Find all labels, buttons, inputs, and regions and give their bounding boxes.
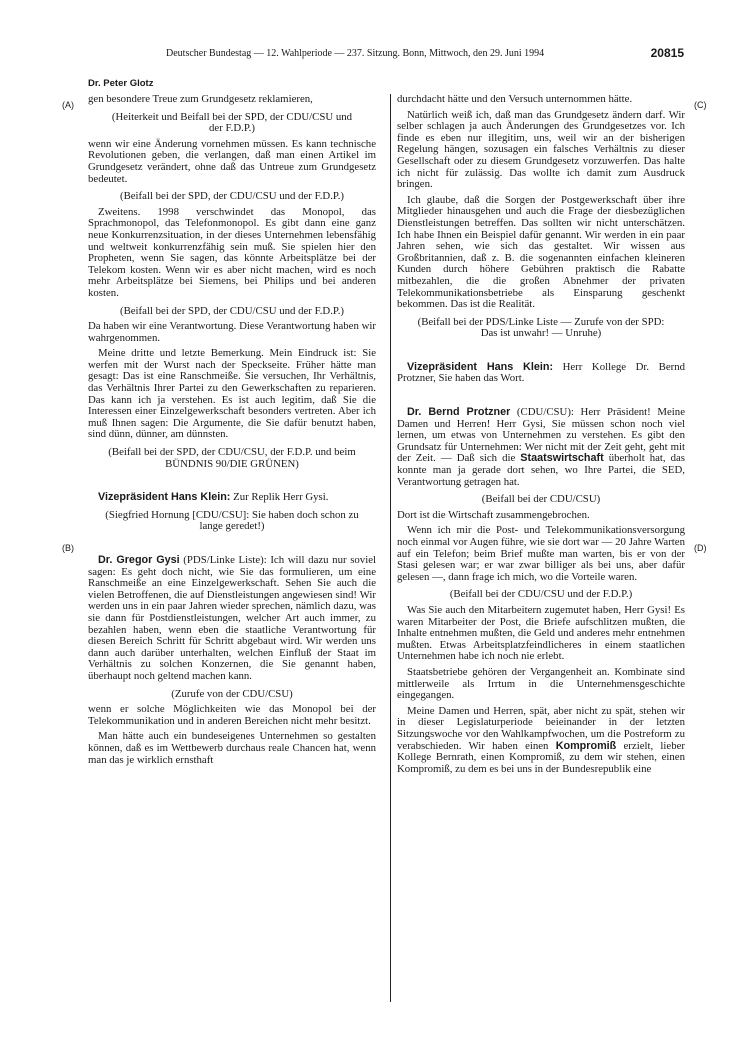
margin-marker-a: (A) [62,100,74,110]
margin-marker-c: (C) [694,100,707,110]
left-column [88,94,376,766]
page-number: 20815 [650,46,684,60]
interjection: (Heiterkeit und Beifall bei der SPD, der CDU/CSU und der F.D.P.) [111,110,353,135]
speech-text: Herr Kollege Dr. Bernd Protzner, Sie haben das Wort. [397,360,686,385]
speaker-name: Dr. Gregor Gysi [98,554,180,566]
margin-marker-b: (B) [62,543,74,553]
speech-paragraph [88,555,376,683]
paragraph: Man hätte auch ein bundeseigenes Unternehmen so gestalten können, daß es im Wettbewerb durchaus reale Chancen hat, wenn man das je wirklich ernsthaft [88,730,376,766]
speech-paragraph [397,407,685,488]
speech-text: Zur Replik Herr Gysi. [230,491,329,504]
paragraph: Zweitens. 1998 verschwindet das Monopol, das Sprachmonopol, das Telefonmonopol. Es gibt dann eine ganz neue Konkurrenzsituation, in der dieses Unternehmen lebensfähig und weltweit konkurrenzfähig sein muß. Sie spielen hier den Propheten, wenn Sie sagen, das könnte Arbeitsplätze bei der Telekom kosten. Wenn wir es aber nicht machen, wird es noch mehr Arbeitsplätze bei Siemens, bei Philips und bei anderen kosten. [88,205,376,299]
interjection: (Siegfried Hornung [CDU/CSU]: Sie haben doch schon zu lange geredet!) [105,508,359,533]
paragraph: Meine dritte und letzte Bemerkung. Mein Eindruck ist: Sie werfen mit der Wurst nach der Speckseite. Früher hätte man gesagt: Das ist eine Ranschmeiße. Sie versuchen, Ihr Verhältnis, das Verhältnis Ihrer Partei zu den Gewerkschaften zu reparieren. Das kann ich ja verstehen. Es ist auch legitim, daß Sie die Interessen einer Einzelgewerkschaft besonders vertreten. Aber ich muß Ihnen sagen: Die Argumente, die Sie dafür benutzt haben, sind dünn, dünner, am dünnsten. [88,347,376,441]
interjection: (Beifall bei der SPD, der CDU/CSU und der F.D.P.) [119,304,345,317]
right-column [397,94,685,775]
speech-text: überholt hat, das konnte man ja gerade dort sehen, wo Ihre Partei, die SED, Verantwortung getragen hat. [397,452,685,488]
paragraph: Da haben wir eine Verantwortung. Diese Verantwortung haben wir wahrgenommen. [88,320,376,344]
page-header [88,46,684,62]
paragraph: Staatsbetriebe gehören der Vergangenheit an. Kombinate sind mittlerweile als Irrtum in die Unternehmensgeschichte eingegangen. [397,665,685,702]
margin-marker-d: (D) [694,543,707,553]
text-run: erzielt, lieber Kollege Bernrath, einen Kompromiß, zu dem wir stehen, einen Kompromiß, zu dem es bei uns in der Bundesrepublik eine [397,739,685,775]
presiding-remark [397,362,685,385]
keyword: Staatswirtschaft [520,452,604,465]
paragraph: wenn er solche Möglichkeiten wie das Monopol bei der Telekommunikation und in anderen Bereichen nicht mehr besitzt. [88,703,376,727]
interjection: (Beifall bei der CDU/CSU und der F.D.P.) [449,588,633,601]
speaker-name: Vizepräsident Hans Klein: [98,491,231,504]
interjection: (Beifall bei der SPD, der CDU/CSU und der F.D.P.) [119,190,345,203]
speaker-name: Dr. Bernd Protzner [407,406,511,419]
paragraph: Ich glaube, daß die Sorgen der Postgewerkschaft über ihre Mitglieder hinausgehen und auch die Frage der diesbezüglichen Dienstleistungen betreffen. Das sollten wir nicht unterschätzen. Ich habe Ihnen ein Beispiel dafür genannt. Wir werden in ein paar Jahren sehen, wie sich das gestaltet. Wir wissen aus Großbritannien, daß z. B. die sogenannten einfachen kleineren Kunden durch höhere Gebühren praktisch die Rabatte mitbezahlen, die die großen Abnehmer der privaten Telekommunikationsbetriebe als Einsparung geschenkt bekommen. Das ist die Realität. [397,193,685,311]
speaker-heading: Dr. Peter Glotz [88,78,154,89]
paragraph: Natürlich weiß ich, daß man das Grundgesetz ändern darf. Wir selber schlagen ja auch Änderungen des Grundgesetzes vor. Ich finde es eben nur illegitim, uns, weil wir an der bisherigen Regelung hängen, sozusagen ein falsches Verhältnis zu dieser Gesellschaft oder zu diesem Grundgesetz vorzuwerfen. Das halte ich nicht für zulässig. Das wollte ich damit zum Ausdruck bringen. [397,108,685,191]
speech-text: (CDU/CSU): Herr Präsident! Meine Damen und Herren! Herr Gysi, Sie müssen schon noch viel lernen, um etwas von Unternehmen zu verstehen. Es gibt den Grundsatz für Unternehmen: Wer nicht mit der Zeit geht, geht mit der Zeit. — Daß sich die [397,406,685,465]
paragraph: Dort ist die Wirtschaft zusammengebrochen. [397,508,590,521]
interjection: (Beifall bei der PDS/Linke Liste — Zurufe von der SPD: Das ist unwahr! — Unruhe) [417,315,665,340]
interjection: (Zurufe von der CDU/CSU) [171,687,293,700]
running-header: Deutscher Bundestag — 12. Wahlperiode — 237. Sitzung. Bonn, Mittwoch, den 29. Juni 1994 [166,48,545,59]
paragraph: gen besondere Treue zum Grundgesetz reklamieren, [88,93,313,105]
presiding-remark [88,492,376,504]
column-divider [390,94,391,1002]
paragraph: Wenn ich mir die Post- und Telekommunikationsversorgung noch einmal vor Augen führe, wie sie dort war — 20 Jahre Warten auf ein Telefon; beim Brief mußte man warten, bis er von der Stasi gelesen war; er war zwar billiger als bei uns, aber dafür gelesen —, dann frage ich mich, wo die Vorteile waren. [397,524,685,583]
text-run: Meine Damen und Herren, spät, aber nicht zu spät, stehen wir in dieser Legislaturperiode beieinander in der letzten Sitzungswoche vor den Wahlkampfwochen, um die Postreform zu verabschieden. Wir haben einen [397,704,685,752]
paragraph: Was Sie auch den Mitarbeitern zugemutet haben, Herr Gysi! Es waren Mitarbeiter der Post, die Briefe aufschlitzen mußten, die Inhalte entnehmen mußten, die Geld und anderes mehr entnehmen mußten. Etwas Arbeitsplatzfeindlicheres in einem staatlichen Unternehmen habe ich noch nie erlebt. [397,603,685,663]
interjection: (Beifall bei der SPD, der CDU/CSU, der F.D.P. und beim BÜNDNIS 90/DIE GRÜNEN) [108,446,356,470]
speech-text: (PDS/Linke Liste): Ich will dazu nur soviel sagen: Es geht doch nicht, wie Sie das formulieren, um eine Ranschmeiße an eine Einzelgewerkschaft. Sehen Sie auch die vielen Betroffenen, die auf Dienstleistungen angewiesen sind! Wir werden uns in ein paar Jahren wieder sprechen, nämlich dazu, was sie dann für Postdienstleistungen, welcher Art auch immer, zu bezahlen haben, wenn eben die staatliche Verantwortung für diesen Bereich Schritt für Schritt abgebaut wird. Wir werden uns dann auch darüber unterhalten, welchen Einfluß der Staat im Verhältnis zu solchen Konzernen, die Sie genannt haben, überhaupt noch geltend machen kann. [88,554,376,682]
speaker-name: Vizepräsident Hans Klein: [407,360,554,373]
paragraph [397,706,685,776]
paragraph: wenn wir eine Änderung vornehmen müssen. Es kann technische Revolutionen geben, die verlangen, daß man einen Artikel im Grundgesetz verändert, ohne daß das Untreue zum Grundgesetz bedeutet. [88,137,376,185]
paragraph: durchdacht hätte und den Versuch unternommen hätte. [397,93,633,105]
keyword: Kompromiß [555,739,617,752]
interjection: (Beifall bei der CDU/CSU) [481,493,601,506]
